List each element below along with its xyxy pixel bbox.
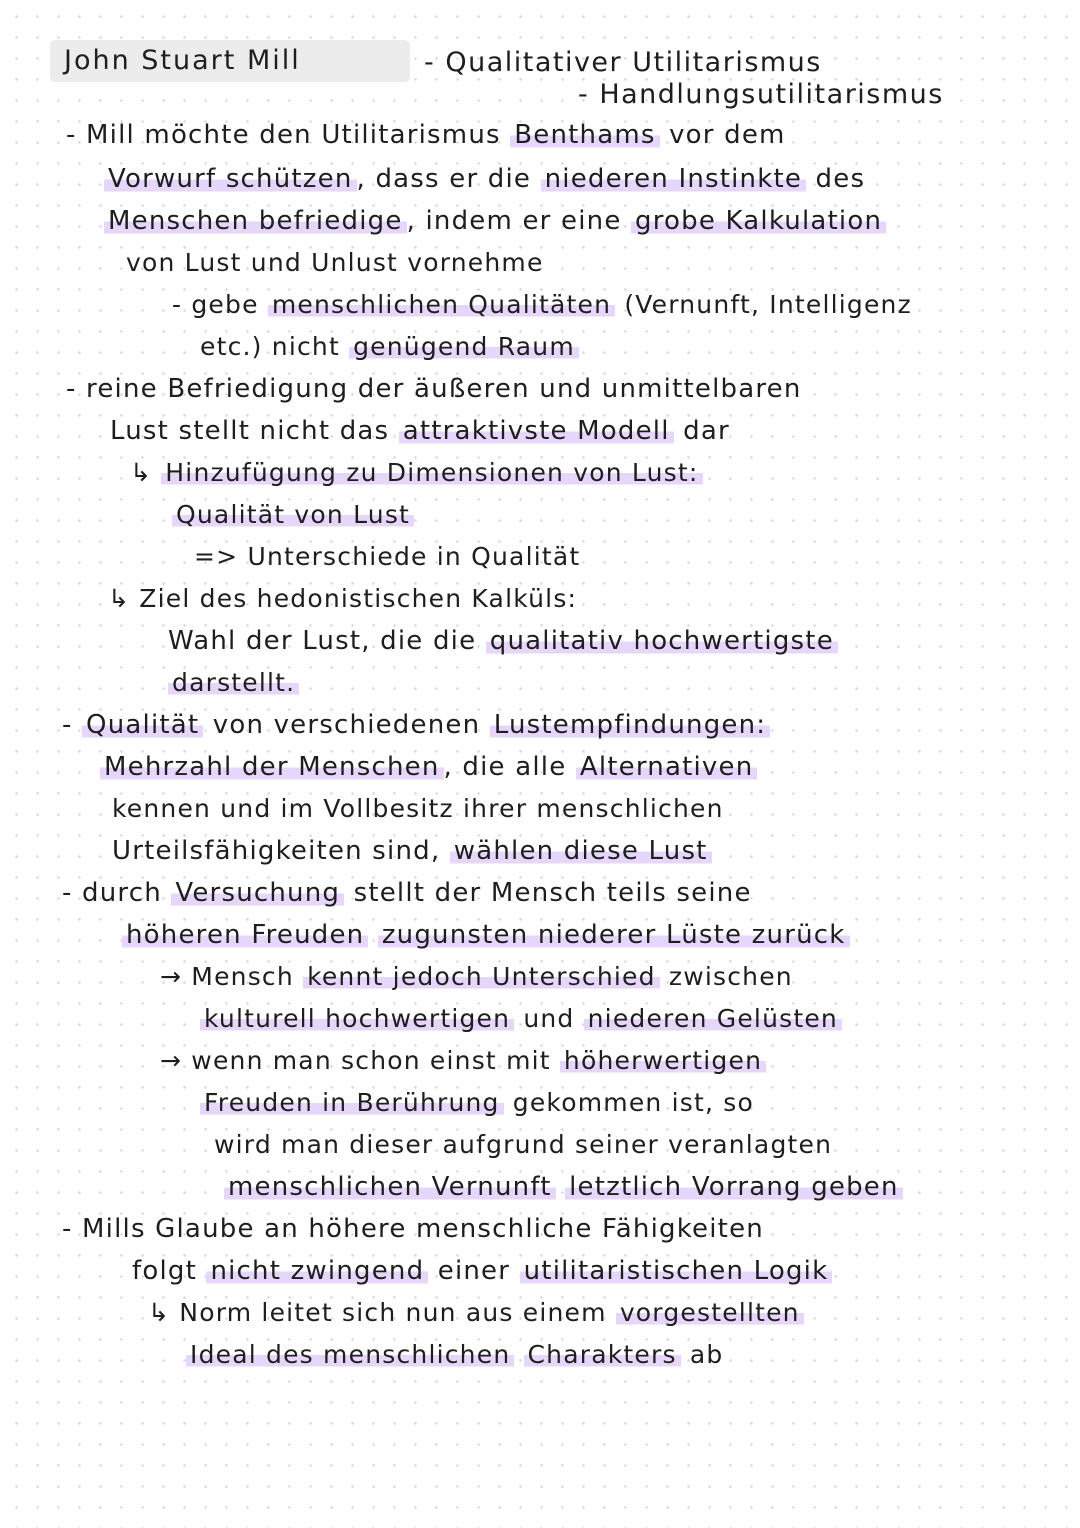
highlighted-text: wählen diese Lust bbox=[450, 836, 712, 866]
note-line bbox=[168, 666, 299, 700]
highlighted-text: Benthams bbox=[510, 120, 659, 150]
note-line bbox=[122, 918, 850, 952]
note-line bbox=[62, 876, 752, 910]
note-line bbox=[200, 1086, 754, 1120]
note-text: ab bbox=[680, 1340, 724, 1369]
note-line bbox=[160, 1044, 766, 1078]
highlighted-text: Versuchung bbox=[171, 878, 344, 908]
note-line bbox=[186, 1338, 723, 1372]
subtitle-act-utilitarianism: - Handlungsutilitarismus bbox=[578, 79, 944, 110]
note-text: ↳ Norm leitet sich nun aus einem bbox=[148, 1298, 616, 1327]
note-line bbox=[214, 1128, 832, 1162]
highlighted-text: utilitaristischen Logik bbox=[520, 1256, 833, 1286]
highlighted-text: Hinzufügung zu Dimensionen von Lust: bbox=[161, 458, 702, 487]
note-text: einer bbox=[428, 1256, 520, 1286]
note-text: Wahl der Lust, die die bbox=[168, 626, 486, 656]
note-line bbox=[130, 456, 703, 490]
note-line bbox=[194, 540, 580, 574]
highlighted-text: Menschen befriedige bbox=[104, 206, 407, 236]
highlighted-text: darstellt. bbox=[168, 668, 299, 697]
note-line bbox=[168, 624, 838, 658]
note-text: gekommen ist, so bbox=[503, 1088, 754, 1117]
note-text: des bbox=[806, 164, 866, 194]
bullet-dash: - bbox=[66, 120, 87, 150]
note-text: stellt der Mensch teils seine bbox=[344, 878, 752, 908]
note-line bbox=[108, 582, 577, 616]
note-text bbox=[368, 920, 377, 950]
note-line bbox=[126, 246, 544, 280]
bullet-dash: - bbox=[66, 374, 87, 404]
note-text: von Lust und Unlust vornehme bbox=[126, 248, 544, 277]
note-text: - gebe bbox=[172, 290, 268, 319]
highlighted-text: menschlichen Qualitäten bbox=[268, 290, 615, 319]
note-text: wird man dieser aufgrund seiner veranlagten bbox=[214, 1130, 833, 1159]
note-line bbox=[200, 330, 579, 364]
note-text: → Mensch bbox=[160, 962, 304, 991]
note-text: von verschiedenen bbox=[203, 710, 490, 740]
note-text bbox=[514, 1340, 523, 1369]
highlighted-text: Lustempfindungen: bbox=[490, 710, 771, 740]
highlighted-text: Vorwurf schützen bbox=[104, 164, 357, 194]
note-text: und bbox=[514, 1004, 584, 1033]
note-text: etc.) nicht bbox=[200, 332, 350, 361]
note-line bbox=[172, 498, 414, 532]
highlighted-text: qualitativ hochwertigste bbox=[486, 626, 838, 656]
note-line bbox=[160, 960, 793, 994]
note-text: Mill möchte den Utilitarismus bbox=[86, 120, 511, 150]
note-text: Mills Glaube an höhere menschliche Fähigkeiten bbox=[82, 1214, 764, 1244]
note-text: => Unterschiede in Qualität bbox=[194, 542, 581, 571]
note-text: ↳ Ziel des hedonistischen Kalküls: bbox=[108, 584, 578, 613]
highlighted-text: nicht zwingend bbox=[206, 1256, 428, 1286]
note-line bbox=[104, 204, 886, 238]
highlighted-text: niederen Instinkte bbox=[541, 164, 807, 194]
highlighted-text: Freuden in Berührung bbox=[200, 1088, 504, 1117]
note-text: durch bbox=[82, 878, 172, 908]
note-text: reine Befriedigung der äußeren und unmittelbaren bbox=[86, 374, 802, 404]
note-line bbox=[112, 834, 712, 868]
note-line bbox=[112, 792, 724, 826]
highlighted-text: Charakters bbox=[524, 1340, 681, 1369]
bullet-dash: - bbox=[62, 710, 83, 740]
highlighted-text: menschlichen Vernunft bbox=[224, 1172, 556, 1202]
note-line bbox=[104, 162, 865, 196]
note-text: dar bbox=[673, 416, 730, 446]
note-text: vor dem bbox=[659, 120, 786, 150]
highlighted-text: kulturell hochwertigen bbox=[200, 1004, 514, 1033]
highlighted-text: genügend Raum bbox=[349, 332, 579, 361]
highlighted-text: attraktivste Modell bbox=[399, 416, 674, 446]
note-text: → wenn man schon einst mit bbox=[160, 1046, 560, 1075]
highlighted-text: Mehrzahl der Menschen bbox=[100, 752, 444, 782]
note-line bbox=[66, 372, 802, 406]
highlighted-text: letztlich Vorrang geben bbox=[565, 1172, 903, 1202]
note-line bbox=[62, 708, 770, 742]
note-text: , dass er die bbox=[356, 164, 541, 194]
highlighted-text: grobe Kalkulation bbox=[631, 206, 886, 236]
note-line bbox=[200, 1002, 842, 1036]
note-text: (Vernunft, Intelligenz bbox=[615, 290, 912, 319]
note-text: , indem er eine bbox=[406, 206, 631, 236]
note-title: John Stuart Mill bbox=[64, 45, 301, 76]
highlighted-text: Ideal des menschlichen bbox=[186, 1340, 514, 1369]
note-text: , die alle bbox=[443, 752, 576, 782]
note-line bbox=[62, 1212, 764, 1246]
note-text: folgt bbox=[132, 1256, 207, 1286]
note-text bbox=[556, 1172, 565, 1202]
note-line bbox=[66, 118, 786, 152]
note-line bbox=[224, 1170, 903, 1204]
highlighted-text: vorgestellten bbox=[616, 1298, 804, 1327]
note-line bbox=[110, 414, 730, 448]
highlighted-text: Qualität bbox=[82, 710, 203, 740]
highlighted-text: Qualität von Lust bbox=[172, 500, 414, 529]
highlighted-text: niederen Gelüsten bbox=[584, 1004, 842, 1033]
highlighted-text: zugunsten niederer Lüste zurück bbox=[378, 920, 850, 950]
note-text: Urteilsfähigkeiten sind, bbox=[112, 836, 450, 866]
bullet-dash: - bbox=[62, 1214, 83, 1244]
note-line bbox=[100, 750, 757, 784]
note-text: Lust stellt nicht das bbox=[110, 416, 399, 446]
note-text: ↳ bbox=[130, 458, 162, 487]
highlighted-text: Alternativen bbox=[576, 752, 758, 782]
note-line bbox=[172, 288, 912, 322]
note-text: zwischen bbox=[659, 962, 793, 991]
bullet-dash: - bbox=[62, 878, 83, 908]
note-line bbox=[148, 1296, 804, 1330]
subtitle-qualitative: - Qualitativer Utilitarismus bbox=[424, 47, 822, 78]
note-text: kennen und im Vollbesitz ihrer menschlichen bbox=[112, 794, 724, 823]
highlighted-text: höheren Freuden bbox=[122, 920, 368, 950]
highlighted-text: höherwertigen bbox=[560, 1046, 766, 1075]
note-line bbox=[132, 1254, 832, 1288]
highlighted-text: kennt jedoch Unterschied bbox=[303, 962, 660, 991]
